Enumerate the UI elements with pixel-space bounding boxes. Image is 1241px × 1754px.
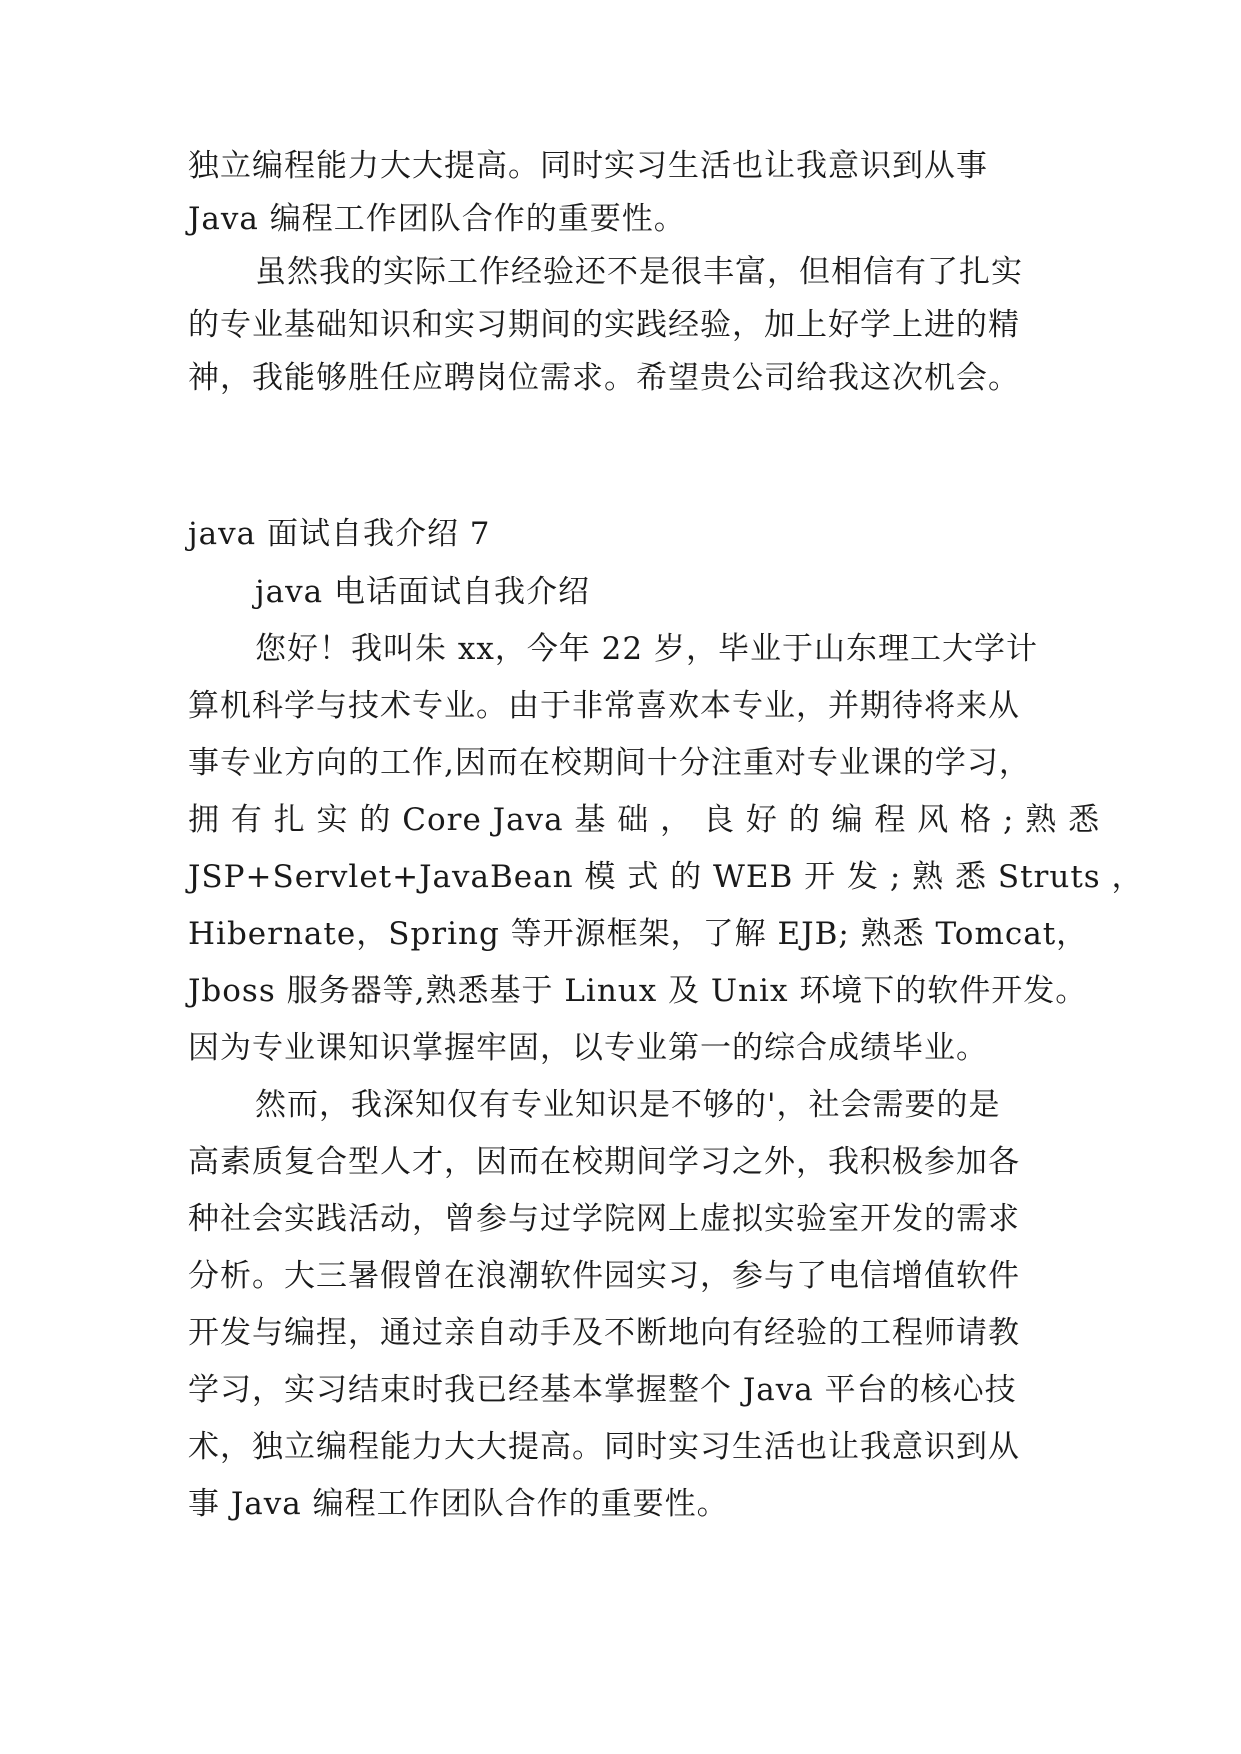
paragraph-4-line-2: 高素质复合型人才，因而在校期间学习之外，我积极参加各 xyxy=(188,1144,1020,1180)
paragraph-1-line-1: 独立编程能力大大提高。同时实习生活也让我意识到从事 xyxy=(188,148,988,184)
paragraph-4-line-6: 学习，实习结束时我已经基本掌握整个 Java 平台的核心技 xyxy=(188,1372,1017,1408)
paragraph-2-line-3: 神，我能够胜任应聘岗位需求。希望贵公司给我这次机会。 xyxy=(188,360,1020,396)
paragraph-3-line-7: Jboss 服务器等,熟悉基于 Linux 及 Unix 环境下的软件开发。 xyxy=(188,973,1088,1009)
section-title: java 面试自我介绍 7 xyxy=(188,516,491,552)
paragraph-2-line-2: 的专业基础知识和实习期间的实践经验，加上好学上进的精 xyxy=(188,307,1020,343)
paragraph-4-line-7: 术，独立编程能力大大提高。同时实习生活也让我意识到从 xyxy=(188,1429,1020,1465)
paragraph-4-line-5: 开发与编捏，通过亲自动手及不断地向有经验的工程师请教 xyxy=(188,1315,1020,1351)
paragraph-4-line-3: 种社会实践活动，曾参与过学院网上虚拟实验室开发的需求 xyxy=(188,1201,1020,1237)
paragraph-3-line-2: 算机科学与技术专业。由于非常喜欢本专业，并期待将来从 xyxy=(188,688,1020,724)
paragraph-2-line-1: 虽然我的实际工作经验还不是很丰富，但相信有了扎实 xyxy=(255,254,1023,290)
subtitle: java 电话面试自我介绍 xyxy=(255,574,590,610)
paragraph-4-line-1: 然而，我深知仅有专业知识是不够的'，社会需要的是 xyxy=(255,1087,1001,1123)
paragraph-3-line-4: 拥 有 扎 实 的 Core Java 基 础 ， 良 好 的 编 程 风 格 ; 熟 悉 xyxy=(188,802,1101,838)
paragraph-1-line-2: Java 编程工作团队合作的重要性。 xyxy=(188,201,686,237)
paragraph-4-line-8: 事 Java 编程工作团队合作的重要性。 xyxy=(188,1486,729,1522)
paragraph-3-line-6: Hibernate，Spring 等开源框架，了解 EJB; 熟悉 Tomcat， xyxy=(188,916,1089,952)
paragraph-3-line-8: 因为专业课知识掌握牢固，以专业第一的综合成绩毕业。 xyxy=(188,1030,988,1066)
paragraph-4-line-4: 分析。大三暑假曾在浪潮软件园实习，参与了电信增值软件 xyxy=(188,1258,1020,1294)
paragraph-3-line-3: 事专业方向的工作,因而在校期间十分注重对专业课的学习， xyxy=(188,745,1031,781)
paragraph-3-line-1: 您好！我叫朱 xx，今年 22 岁，毕业于山东理工大学计 xyxy=(255,631,1038,667)
paragraph-3-line-5: JSP+Servlet+JavaBean 模 式 的 WEB 开 发 ; 熟 悉 Struts ， xyxy=(188,859,1144,895)
